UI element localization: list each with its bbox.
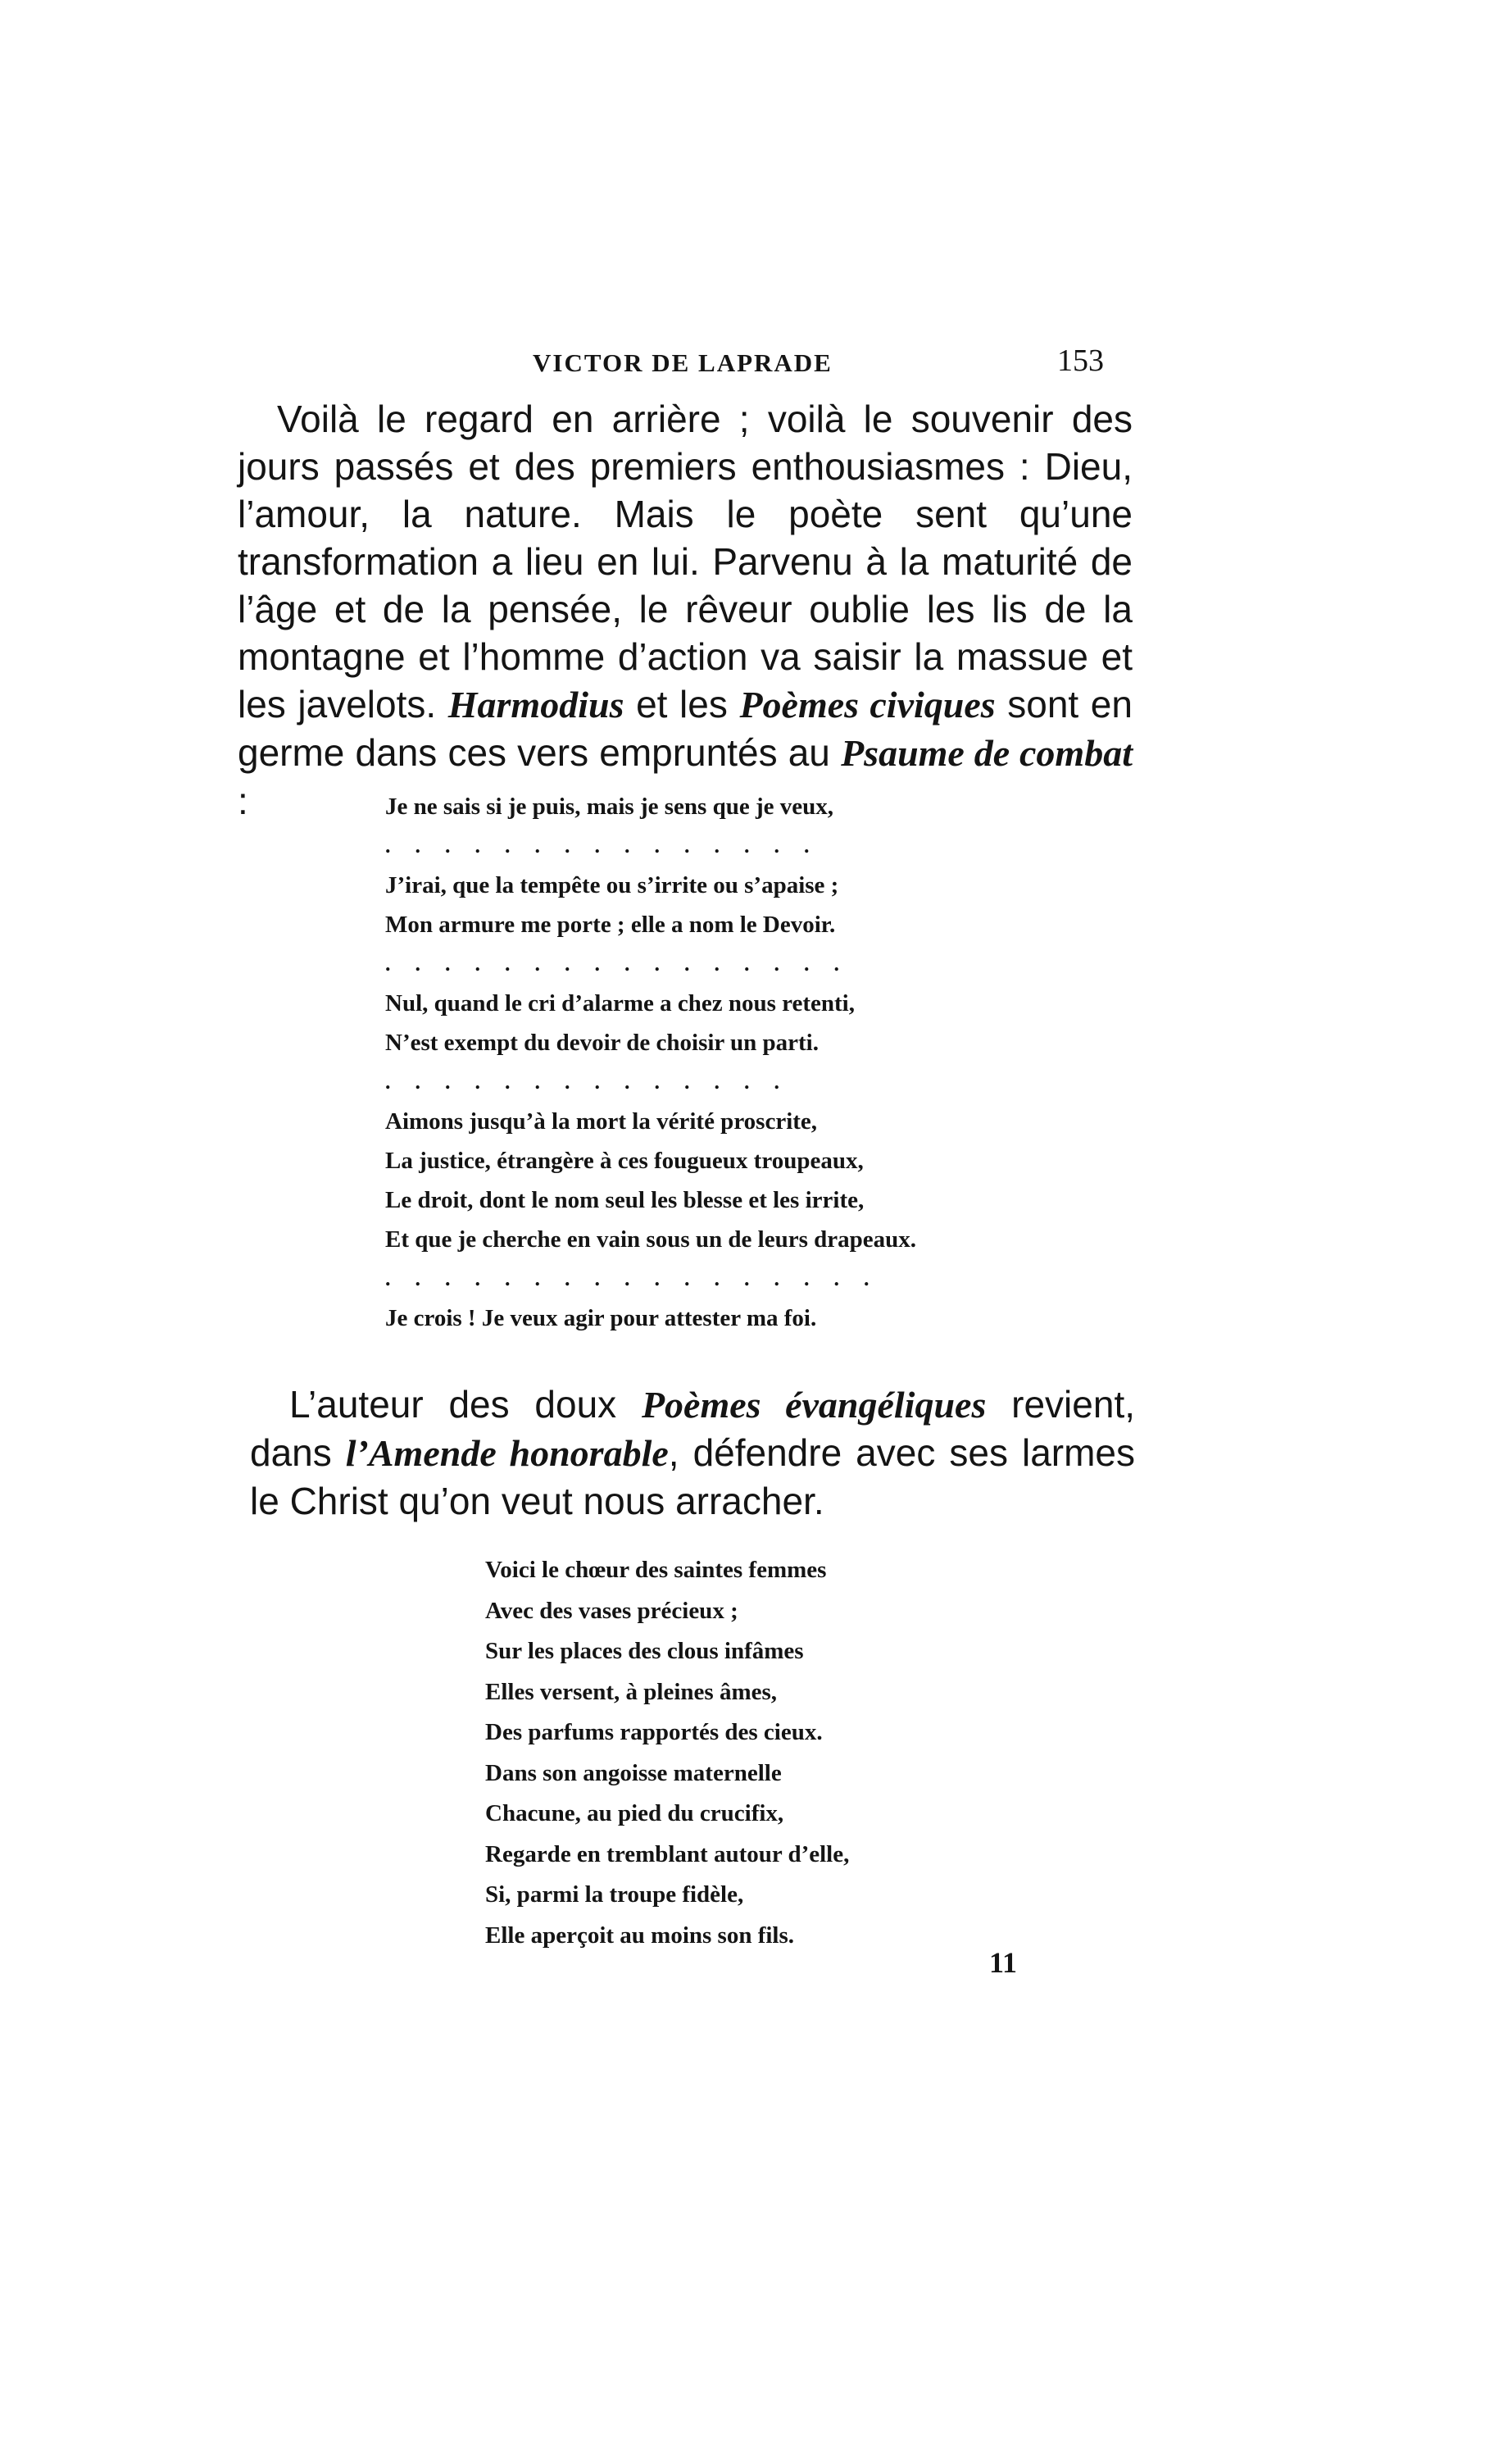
verse-line: Mon armure me porte ; elle a nom le Devoir. xyxy=(385,912,836,938)
verse-line: Nul, quand le cri d’alarme a chez nous retenti, xyxy=(385,990,855,1017)
paragraph-2-text: L’auteur des doux xyxy=(289,1383,642,1426)
italic-title-psaume-de-combat: Psaume de combat xyxy=(841,732,1133,774)
verse-line: Si, parmi la troupe fidèle, xyxy=(485,1881,744,1908)
paragraph-1-body xyxy=(238,395,1133,825)
verse-line: Elles versent, à pleines âmes, xyxy=(485,1678,778,1705)
paragraph-2-text: , défendre avec ses larmes le Christ qu’on veut nous arracher. xyxy=(250,1431,1135,1522)
verse-line: Voici le chœur des saintes femmes xyxy=(485,1557,827,1583)
verse-line: J’irai, que la tempête ou s’irrite ou s’apaise ; xyxy=(385,872,839,898)
verse-line: La justice, étrangère à ces fougueux troupeaux, xyxy=(385,1148,864,1174)
paragraph-1-text: : xyxy=(238,780,248,822)
verse-line: Des parfums rapportés des cieux. xyxy=(485,1719,823,1745)
ellipsis-row: .............. xyxy=(385,1070,804,1094)
running-title: VICTOR DE LAPRADE xyxy=(533,348,833,377)
verse-line: Le droit, dont le nom seul les blesse et les irrite, xyxy=(385,1187,865,1213)
paragraph-2-body xyxy=(250,1380,1135,1525)
verse-block-1 xyxy=(385,787,916,1338)
ellipsis-row: ............... xyxy=(385,834,834,857)
verse-line: Regarde en tremblant autour d’elle, xyxy=(485,1840,850,1867)
signature-mark: 11 xyxy=(989,1946,1018,1979)
paragraph-1-text: sont en germe dans ces vers empruntés au xyxy=(238,683,1133,774)
italic-title-amende-honorable: l’Amende honorable xyxy=(345,1432,669,1474)
italic-title-poemes-civiques: Poèmes civiques xyxy=(739,684,996,725)
verse-line: Elle aperçoit au moins son fils. xyxy=(485,1922,795,1949)
page-number: 153 xyxy=(1057,343,1104,378)
verse-line: Sur les places des clous infâmes xyxy=(485,1638,804,1664)
italic-title-harmodius: Harmodius xyxy=(447,684,624,725)
verse-line: N’est exempt du devoir de choisir un parti. xyxy=(385,1030,819,1056)
paragraph-1 xyxy=(238,395,1133,825)
verse-line: Je ne sais si je puis, mais je sens que je veux, xyxy=(385,794,833,820)
verse-line: Et que je cherche en vain sous un de leurs drapeaux. xyxy=(385,1226,916,1253)
verse-line: Aimons jusqu’à la mort la vérité proscrite, xyxy=(385,1108,818,1135)
verse-line: Dans son angoisse maternelle xyxy=(485,1759,782,1786)
italic-title-poemes-evangeliques: Poèmes évangéliques xyxy=(641,1384,987,1426)
paragraph-1-text: Voilà le regard en arrière ; voilà le souvenir des jours passés et des premiers enthousiasmes : Dieu, l’amour, la nature. Mais le poète sent qu’une transformation a lieu en lui. Parvenu à la maturité de l’âge et de la pensée, le rêveur oublie les lis de la montagne et l’homme d’action va saisir la massue et les javelots. xyxy=(238,398,1133,725)
verse-block-2 xyxy=(485,1550,849,1956)
paragraph-2-text: revient, dans xyxy=(250,1383,1135,1474)
verse-line: Avec des vases précieux ; xyxy=(485,1597,738,1624)
verse-line: Chacune, au pied du crucifix, xyxy=(485,1800,784,1826)
verse-line: Je crois ! Je veux agir pour attester ma foi. xyxy=(385,1305,817,1331)
ellipsis-row: ................. xyxy=(385,1267,894,1290)
paragraph-1-text: et les xyxy=(624,683,740,725)
ellipsis-row: ................ xyxy=(385,952,864,976)
paragraph-2 xyxy=(250,1380,1135,1525)
